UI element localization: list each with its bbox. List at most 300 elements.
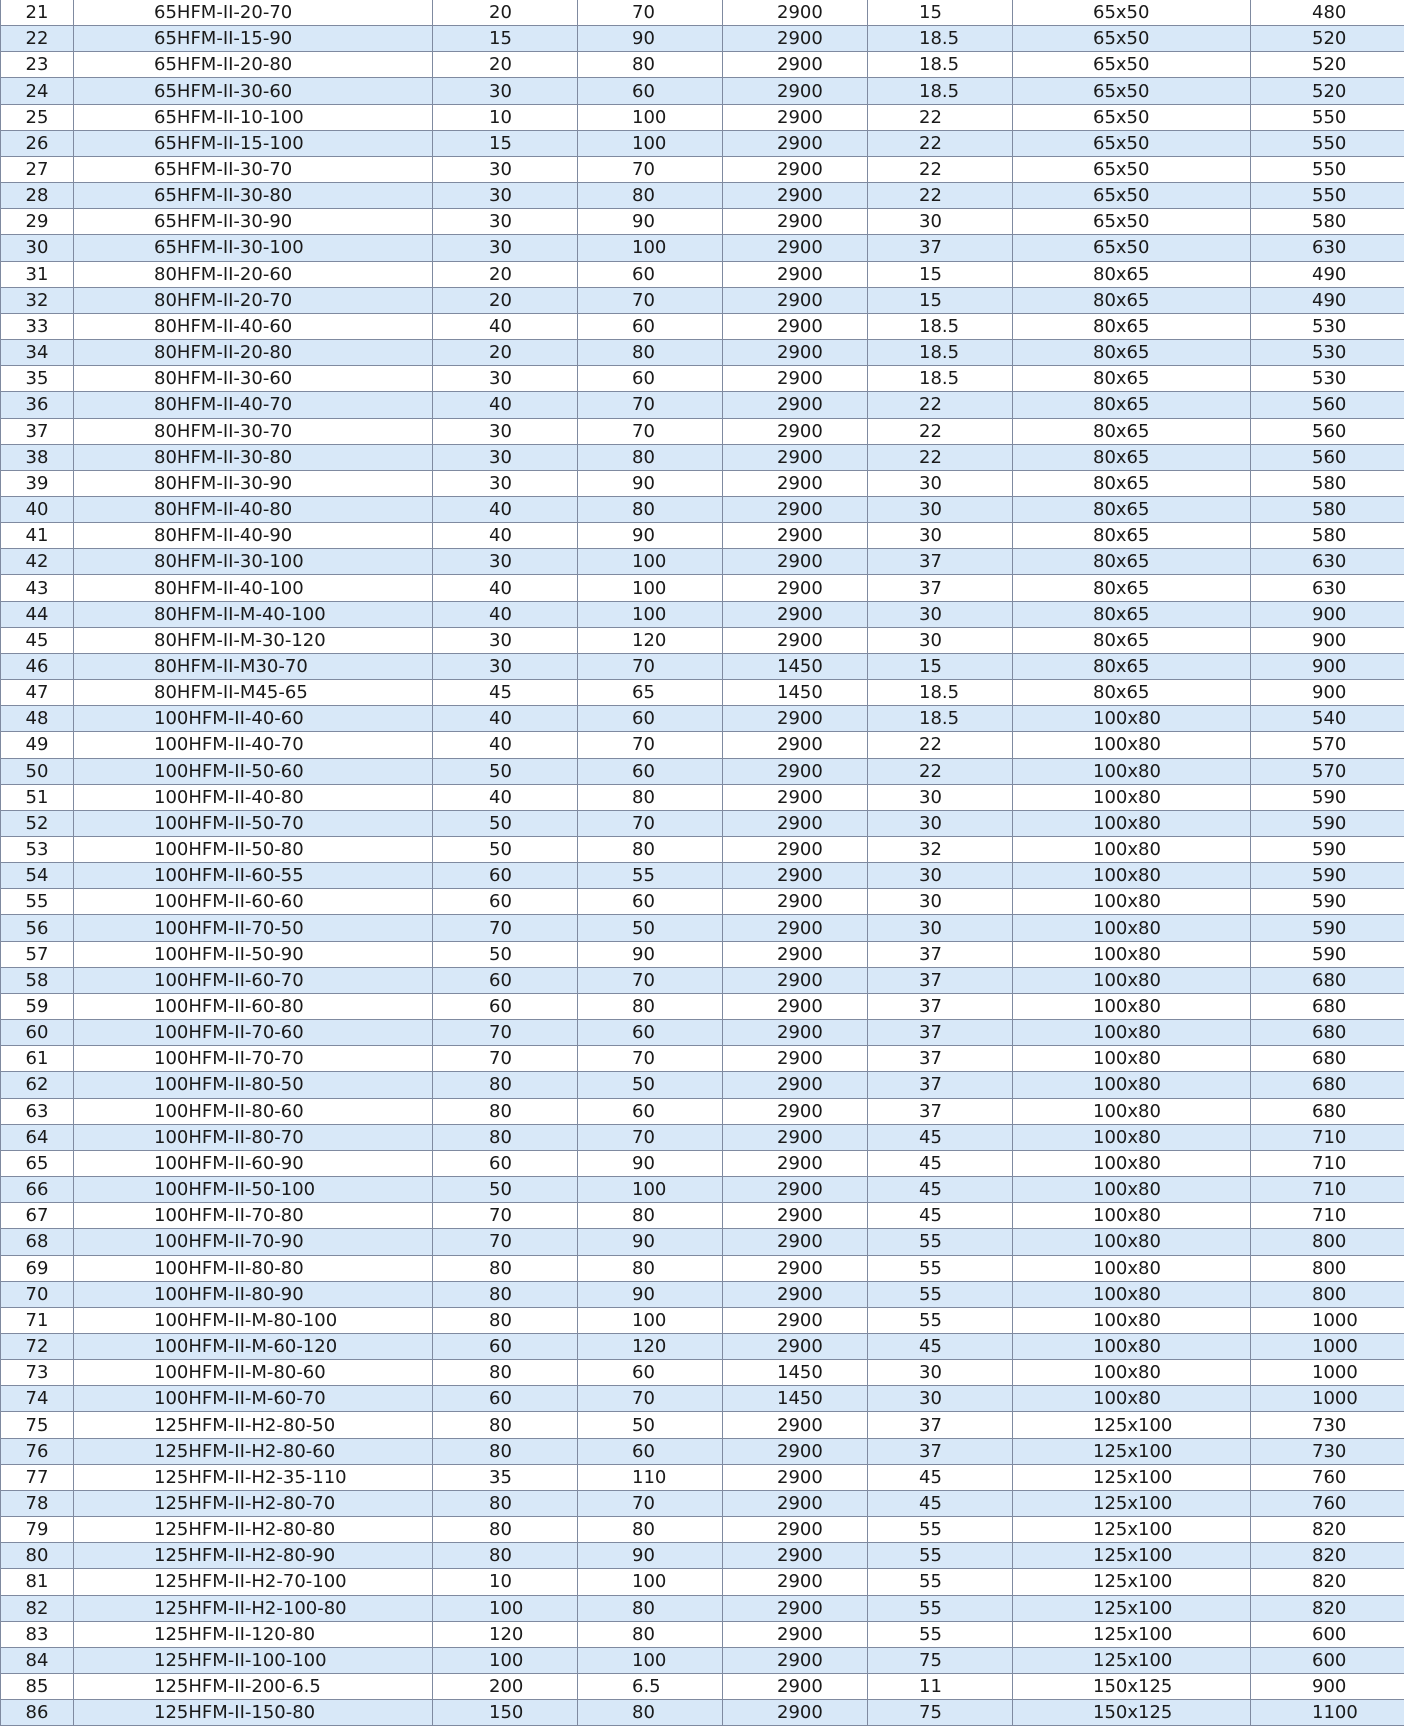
flow-cell: 80 xyxy=(433,1098,578,1124)
speed-cell: 2900 xyxy=(723,627,868,653)
power-cell: 18.5 xyxy=(868,78,1013,104)
weight-cell: 580 xyxy=(1251,523,1404,549)
size-cell: 100x80 xyxy=(1013,1333,1251,1359)
size-cell: 100x80 xyxy=(1013,1229,1251,1255)
table-row xyxy=(1,1098,1404,1124)
weight-cell: 600 xyxy=(1251,1647,1404,1673)
model-cell: 65HFM-II-30-90 xyxy=(74,209,433,235)
speed-cell: 2900 xyxy=(723,418,868,444)
power-cell: 45 xyxy=(868,1150,1013,1176)
model-cell: 125HFM-II-H2-35-110 xyxy=(74,1464,433,1490)
weight-cell: 760 xyxy=(1251,1490,1404,1516)
flow-cell: 150 xyxy=(433,1700,578,1726)
table-row xyxy=(1,1229,1404,1255)
model-cell: 80HFM-II-30-70 xyxy=(74,418,433,444)
table-row xyxy=(1,1438,1404,1464)
row-number-cell: 49 xyxy=(1,732,74,758)
power-cell: 22 xyxy=(868,183,1013,209)
speed-cell: 1450 xyxy=(723,680,868,706)
speed-cell: 2900 xyxy=(723,837,868,863)
speed-cell: 2900 xyxy=(723,496,868,522)
weight-cell: 730 xyxy=(1251,1438,1404,1464)
size-cell: 100x80 xyxy=(1013,863,1251,889)
weight-cell: 1000 xyxy=(1251,1386,1404,1412)
row-number-cell: 32 xyxy=(1,287,74,313)
power-cell: 18.5 xyxy=(868,26,1013,52)
power-cell: 30 xyxy=(868,496,1013,522)
flow-cell: 80 xyxy=(433,1517,578,1543)
power-cell: 30 xyxy=(868,1360,1013,1386)
row-number-cell: 83 xyxy=(1,1621,74,1647)
row-number-cell: 28 xyxy=(1,183,74,209)
head-cell: 100 xyxy=(578,104,723,130)
flow-cell: 50 xyxy=(433,941,578,967)
model-cell: 80HFM-II-40-70 xyxy=(74,392,433,418)
power-cell: 37 xyxy=(868,941,1013,967)
head-cell: 120 xyxy=(578,627,723,653)
power-cell: 30 xyxy=(868,810,1013,836)
size-cell: 125x100 xyxy=(1013,1647,1251,1673)
head-cell: 60 xyxy=(578,1098,723,1124)
power-cell: 37 xyxy=(868,993,1013,1019)
size-cell: 100x80 xyxy=(1013,1098,1251,1124)
flow-cell: 80 xyxy=(433,1438,578,1464)
weight-cell: 680 xyxy=(1251,967,1404,993)
weight-cell: 560 xyxy=(1251,444,1404,470)
row-number-cell: 47 xyxy=(1,680,74,706)
table-row xyxy=(1,1569,1404,1595)
size-cell: 125x100 xyxy=(1013,1517,1251,1543)
head-cell: 100 xyxy=(578,1647,723,1673)
power-cell: 22 xyxy=(868,732,1013,758)
size-cell: 65x50 xyxy=(1013,52,1251,78)
weight-cell: 590 xyxy=(1251,810,1404,836)
size-cell: 65x50 xyxy=(1013,26,1251,52)
row-number-cell: 73 xyxy=(1,1360,74,1386)
speed-cell: 2900 xyxy=(723,1150,868,1176)
head-cell: 80 xyxy=(578,1621,723,1647)
row-number-cell: 65 xyxy=(1,1150,74,1176)
flow-cell: 50 xyxy=(433,837,578,863)
model-cell: 80HFM-II-20-60 xyxy=(74,261,433,287)
head-cell: 60 xyxy=(578,1438,723,1464)
power-cell: 55 xyxy=(868,1255,1013,1281)
weight-cell: 520 xyxy=(1251,26,1404,52)
table-row xyxy=(1,183,1404,209)
head-cell: 90 xyxy=(578,941,723,967)
size-cell: 100x80 xyxy=(1013,1177,1251,1203)
model-cell: 65HFM-II-20-80 xyxy=(74,52,433,78)
size-cell: 100x80 xyxy=(1013,1307,1251,1333)
head-cell: 90 xyxy=(578,26,723,52)
size-cell: 100x80 xyxy=(1013,1020,1251,1046)
speed-cell: 2900 xyxy=(723,601,868,627)
table-row xyxy=(1,261,1404,287)
power-cell: 55 xyxy=(868,1621,1013,1647)
flow-cell: 30 xyxy=(433,235,578,261)
speed-cell: 2900 xyxy=(723,1438,868,1464)
size-cell: 80x65 xyxy=(1013,549,1251,575)
power-cell: 45 xyxy=(868,1203,1013,1229)
row-number-cell: 75 xyxy=(1,1412,74,1438)
power-cell: 18.5 xyxy=(868,340,1013,366)
speed-cell: 2900 xyxy=(723,52,868,78)
speed-cell: 2900 xyxy=(723,1333,868,1359)
weight-cell: 820 xyxy=(1251,1517,1404,1543)
size-cell: 80x65 xyxy=(1013,653,1251,679)
model-cell: 125HFM-II-150-80 xyxy=(74,1700,433,1726)
power-cell: 32 xyxy=(868,837,1013,863)
speed-cell: 2900 xyxy=(723,444,868,470)
head-cell: 70 xyxy=(578,0,723,26)
weight-cell: 580 xyxy=(1251,209,1404,235)
flow-cell: 60 xyxy=(433,863,578,889)
size-cell: 100x80 xyxy=(1013,837,1251,863)
power-cell: 30 xyxy=(868,209,1013,235)
table-row xyxy=(1,209,1404,235)
power-cell: 37 xyxy=(868,1046,1013,1072)
flow-cell: 40 xyxy=(433,496,578,522)
weight-cell: 530 xyxy=(1251,313,1404,339)
model-cell: 100HFM-II-70-70 xyxy=(74,1046,433,1072)
size-cell: 100x80 xyxy=(1013,941,1251,967)
model-cell: 100HFM-II-40-60 xyxy=(74,706,433,732)
size-cell: 125x100 xyxy=(1013,1595,1251,1621)
model-cell: 80HFM-II-M-40-100 xyxy=(74,601,433,627)
size-cell: 100x80 xyxy=(1013,915,1251,941)
model-cell: 100HFM-II-60-60 xyxy=(74,889,433,915)
power-cell: 15 xyxy=(868,261,1013,287)
table-row xyxy=(1,1124,1404,1150)
flow-cell: 80 xyxy=(433,1412,578,1438)
table-row xyxy=(1,26,1404,52)
size-cell: 65x50 xyxy=(1013,130,1251,156)
table-row xyxy=(1,104,1404,130)
model-cell: 100HFM-II-50-100 xyxy=(74,1177,433,1203)
flow-cell: 30 xyxy=(433,209,578,235)
power-cell: 30 xyxy=(868,784,1013,810)
flow-cell: 35 xyxy=(433,1464,578,1490)
row-number-cell: 79 xyxy=(1,1517,74,1543)
speed-cell: 2900 xyxy=(723,1281,868,1307)
flow-cell: 20 xyxy=(433,340,578,366)
head-cell: 100 xyxy=(578,1569,723,1595)
table-row xyxy=(1,810,1404,836)
weight-cell: 900 xyxy=(1251,1674,1404,1700)
weight-cell: 680 xyxy=(1251,1020,1404,1046)
flow-cell: 30 xyxy=(433,627,578,653)
weight-cell: 680 xyxy=(1251,1072,1404,1098)
size-cell: 65x50 xyxy=(1013,104,1251,130)
flow-cell: 40 xyxy=(433,313,578,339)
weight-cell: 580 xyxy=(1251,470,1404,496)
power-cell: 55 xyxy=(868,1517,1013,1543)
model-cell: 100HFM-II-60-70 xyxy=(74,967,433,993)
model-cell: 80HFM-II-M30-70 xyxy=(74,653,433,679)
speed-cell: 2900 xyxy=(723,313,868,339)
power-cell: 30 xyxy=(868,627,1013,653)
weight-cell: 570 xyxy=(1251,732,1404,758)
row-number-cell: 77 xyxy=(1,1464,74,1490)
head-cell: 70 xyxy=(578,392,723,418)
weight-cell: 710 xyxy=(1251,1150,1404,1176)
size-cell: 125x100 xyxy=(1013,1438,1251,1464)
model-cell: 100HFM-II-80-90 xyxy=(74,1281,433,1307)
speed-cell: 2900 xyxy=(723,1543,868,1569)
speed-cell: 2900 xyxy=(723,392,868,418)
table-row xyxy=(1,601,1404,627)
weight-cell: 820 xyxy=(1251,1595,1404,1621)
speed-cell: 2900 xyxy=(723,967,868,993)
size-cell: 80x65 xyxy=(1013,444,1251,470)
size-cell: 100x80 xyxy=(1013,732,1251,758)
model-cell: 100HFM-II-80-60 xyxy=(74,1098,433,1124)
speed-cell: 1450 xyxy=(723,653,868,679)
weight-cell: 800 xyxy=(1251,1229,1404,1255)
size-cell: 80x65 xyxy=(1013,340,1251,366)
weight-cell: 550 xyxy=(1251,130,1404,156)
row-number-cell: 43 xyxy=(1,575,74,601)
size-cell: 100x80 xyxy=(1013,784,1251,810)
table-row xyxy=(1,1543,1404,1569)
speed-cell: 2900 xyxy=(723,1517,868,1543)
model-cell: 100HFM-II-50-70 xyxy=(74,810,433,836)
speed-cell: 2900 xyxy=(723,1124,868,1150)
size-cell: 80x65 xyxy=(1013,366,1251,392)
power-cell: 30 xyxy=(868,863,1013,889)
model-cell: 65HFM-II-10-100 xyxy=(74,104,433,130)
table-row xyxy=(1,653,1404,679)
head-cell: 80 xyxy=(578,340,723,366)
head-cell: 70 xyxy=(578,287,723,313)
head-cell: 70 xyxy=(578,156,723,182)
head-cell: 60 xyxy=(578,366,723,392)
table-row xyxy=(1,156,1404,182)
flow-cell: 30 xyxy=(433,418,578,444)
model-cell: 65HFM-II-30-100 xyxy=(74,235,433,261)
flow-cell: 70 xyxy=(433,1203,578,1229)
speed-cell: 2900 xyxy=(723,993,868,1019)
flow-cell: 70 xyxy=(433,915,578,941)
head-cell: 70 xyxy=(578,732,723,758)
speed-cell: 2900 xyxy=(723,732,868,758)
model-cell: 65HFM-II-30-70 xyxy=(74,156,433,182)
row-number-cell: 46 xyxy=(1,653,74,679)
power-cell: 37 xyxy=(868,549,1013,575)
model-cell: 65HFM-II-30-60 xyxy=(74,78,433,104)
model-cell: 125HFM-II-H2-100-80 xyxy=(74,1595,433,1621)
flow-cell: 80 xyxy=(433,1072,578,1098)
table-row xyxy=(1,1700,1404,1726)
flow-cell: 80 xyxy=(433,1124,578,1150)
speed-cell: 2900 xyxy=(723,1464,868,1490)
head-cell: 100 xyxy=(578,549,723,575)
speed-cell: 2900 xyxy=(723,758,868,784)
weight-cell: 630 xyxy=(1251,575,1404,601)
table-row xyxy=(1,967,1404,993)
model-cell: 125HFM-II-100-100 xyxy=(74,1647,433,1673)
head-cell: 80 xyxy=(578,784,723,810)
row-number-cell: 53 xyxy=(1,837,74,863)
flow-cell: 80 xyxy=(433,1255,578,1281)
size-cell: 80x65 xyxy=(1013,418,1251,444)
weight-cell: 900 xyxy=(1251,601,1404,627)
head-cell: 70 xyxy=(578,1386,723,1412)
row-number-cell: 26 xyxy=(1,130,74,156)
weight-cell: 550 xyxy=(1251,156,1404,182)
power-cell: 37 xyxy=(868,1098,1013,1124)
table-row xyxy=(1,1412,1404,1438)
model-cell: 125HFM-II-H2-80-50 xyxy=(74,1412,433,1438)
row-number-cell: 67 xyxy=(1,1203,74,1229)
head-cell: 60 xyxy=(578,1360,723,1386)
model-cell: 100HFM-II-60-90 xyxy=(74,1150,433,1176)
head-cell: 80 xyxy=(578,1255,723,1281)
model-cell: 125HFM-II-H2-80-60 xyxy=(74,1438,433,1464)
head-cell: 70 xyxy=(578,1124,723,1150)
head-cell: 90 xyxy=(578,1543,723,1569)
power-cell: 18.5 xyxy=(868,680,1013,706)
size-cell: 65x50 xyxy=(1013,235,1251,261)
row-number-cell: 60 xyxy=(1,1020,74,1046)
table-row xyxy=(1,837,1404,863)
model-cell: 80HFM-II-M45-65 xyxy=(74,680,433,706)
flow-cell: 30 xyxy=(433,653,578,679)
speed-cell: 2900 xyxy=(723,26,868,52)
head-cell: 80 xyxy=(578,496,723,522)
table-row xyxy=(1,1490,1404,1516)
weight-cell: 760 xyxy=(1251,1464,1404,1490)
row-number-cell: 25 xyxy=(1,104,74,130)
size-cell: 65x50 xyxy=(1013,209,1251,235)
model-cell: 100HFM-II-60-80 xyxy=(74,993,433,1019)
head-cell: 90 xyxy=(578,209,723,235)
table-row xyxy=(1,0,1404,26)
speed-cell: 2900 xyxy=(723,863,868,889)
table-row xyxy=(1,1360,1404,1386)
model-cell: 125HFM-II-120-80 xyxy=(74,1621,433,1647)
head-cell: 100 xyxy=(578,575,723,601)
power-cell: 22 xyxy=(868,156,1013,182)
flow-cell: 45 xyxy=(433,680,578,706)
model-cell: 80HFM-II-20-80 xyxy=(74,340,433,366)
weight-cell: 550 xyxy=(1251,104,1404,130)
power-cell: 22 xyxy=(868,444,1013,470)
model-cell: 80HFM-II-40-80 xyxy=(74,496,433,522)
size-cell: 80x65 xyxy=(1013,680,1251,706)
speed-cell: 2900 xyxy=(723,1098,868,1124)
row-number-cell: 23 xyxy=(1,52,74,78)
weight-cell: 590 xyxy=(1251,863,1404,889)
flow-cell: 20 xyxy=(433,287,578,313)
head-cell: 60 xyxy=(578,706,723,732)
weight-cell: 630 xyxy=(1251,549,1404,575)
size-cell: 80x65 xyxy=(1013,496,1251,522)
weight-cell: 590 xyxy=(1251,941,1404,967)
head-cell: 70 xyxy=(578,810,723,836)
power-cell: 37 xyxy=(868,1412,1013,1438)
flow-cell: 80 xyxy=(433,1360,578,1386)
row-number-cell: 57 xyxy=(1,941,74,967)
model-cell: 100HFM-II-50-90 xyxy=(74,941,433,967)
size-cell: 150x125 xyxy=(1013,1674,1251,1700)
size-cell: 80x65 xyxy=(1013,627,1251,653)
flow-cell: 30 xyxy=(433,156,578,182)
model-cell: 100HFM-II-M-80-100 xyxy=(74,1307,433,1333)
size-cell: 125x100 xyxy=(1013,1490,1251,1516)
power-cell: 37 xyxy=(868,235,1013,261)
table-row xyxy=(1,1020,1404,1046)
head-cell: 90 xyxy=(578,1281,723,1307)
flow-cell: 70 xyxy=(433,1229,578,1255)
row-number-cell: 38 xyxy=(1,444,74,470)
table-row xyxy=(1,313,1404,339)
weight-cell: 680 xyxy=(1251,1046,1404,1072)
flow-cell: 30 xyxy=(433,78,578,104)
speed-cell: 2900 xyxy=(723,366,868,392)
flow-cell: 200 xyxy=(433,1674,578,1700)
row-number-cell: 45 xyxy=(1,627,74,653)
head-cell: 80 xyxy=(578,1517,723,1543)
table-row xyxy=(1,235,1404,261)
size-cell: 100x80 xyxy=(1013,1046,1251,1072)
weight-cell: 580 xyxy=(1251,496,1404,522)
head-cell: 100 xyxy=(578,1307,723,1333)
flow-cell: 60 xyxy=(433,1333,578,1359)
weight-cell: 540 xyxy=(1251,706,1404,732)
row-number-cell: 41 xyxy=(1,523,74,549)
size-cell: 80x65 xyxy=(1013,261,1251,287)
flow-cell: 100 xyxy=(433,1595,578,1621)
table-row xyxy=(1,575,1404,601)
table-row xyxy=(1,1177,1404,1203)
row-number-cell: 42 xyxy=(1,549,74,575)
head-cell: 80 xyxy=(578,993,723,1019)
size-cell: 100x80 xyxy=(1013,889,1251,915)
flow-cell: 30 xyxy=(433,470,578,496)
speed-cell: 2900 xyxy=(723,810,868,836)
model-cell: 100HFM-II-70-90 xyxy=(74,1229,433,1255)
size-cell: 65x50 xyxy=(1013,78,1251,104)
table-row xyxy=(1,418,1404,444)
flow-cell: 10 xyxy=(433,104,578,130)
head-cell: 70 xyxy=(578,967,723,993)
row-number-cell: 70 xyxy=(1,1281,74,1307)
table-row xyxy=(1,627,1404,653)
weight-cell: 560 xyxy=(1251,418,1404,444)
speed-cell: 2900 xyxy=(723,0,868,26)
flow-cell: 60 xyxy=(433,889,578,915)
size-cell: 100x80 xyxy=(1013,1281,1251,1307)
speed-cell: 2900 xyxy=(723,915,868,941)
table-row xyxy=(1,1333,1404,1359)
table-row xyxy=(1,1674,1404,1700)
row-number-cell: 66 xyxy=(1,1177,74,1203)
table-row xyxy=(1,1307,1404,1333)
row-number-cell: 35 xyxy=(1,366,74,392)
size-cell: 100x80 xyxy=(1013,1386,1251,1412)
power-cell: 18.5 xyxy=(868,52,1013,78)
table-row xyxy=(1,1150,1404,1176)
power-cell: 55 xyxy=(868,1307,1013,1333)
speed-cell: 2900 xyxy=(723,261,868,287)
row-number-cell: 71 xyxy=(1,1307,74,1333)
head-cell: 70 xyxy=(578,653,723,679)
model-cell: 100HFM-II-80-50 xyxy=(74,1072,433,1098)
size-cell: 100x80 xyxy=(1013,993,1251,1019)
speed-cell: 2900 xyxy=(723,1072,868,1098)
flow-cell: 30 xyxy=(433,549,578,575)
